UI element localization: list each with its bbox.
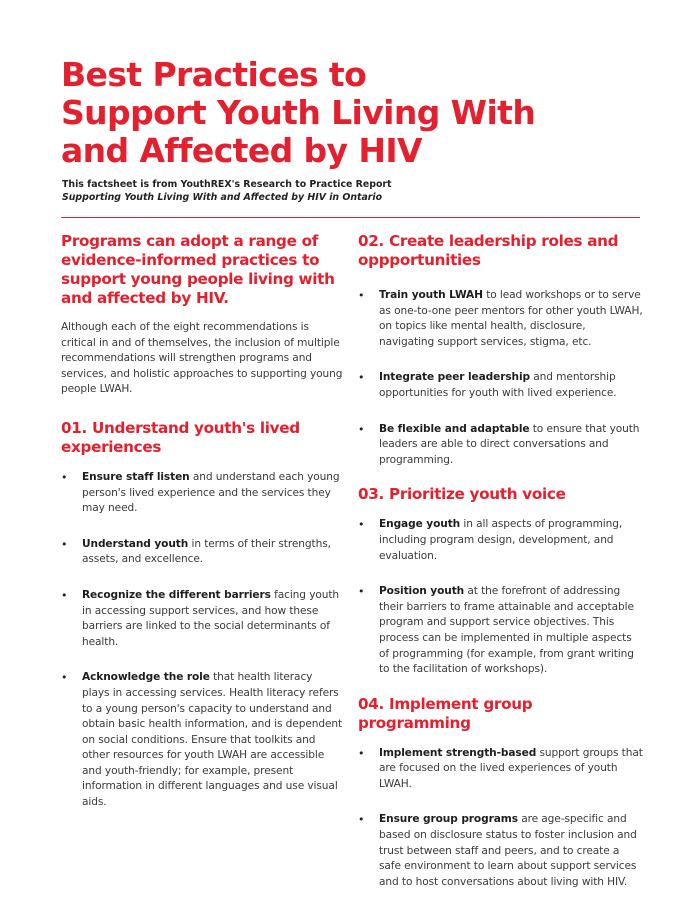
item-text: at the forefront of addressing their barriers to frame attainable and acceptable program and support service objectives. This process can be implemented in multiple aspects of programming (for example, from grant writing to the facilitation of workshops). bbox=[379, 585, 634, 676]
item-text: in terms of their strengths, assets, and excellence. bbox=[82, 537, 331, 566]
item-text: are age-specific and based on disclosure status to foster inclusion and trust between staff and peers, and to create a safe environment to learn about support services and to host conversations about living with HIV. bbox=[379, 813, 637, 888]
lead-heading: Programs can adopt a range of evidence-informed practices to support young people living with and affected by HIV. bbox=[61, 232, 335, 307]
title-line-2: Support Youth Living With bbox=[61, 93, 536, 132]
section-01-list bbox=[61, 470, 343, 811]
item-lead: Acknowledge the role bbox=[82, 671, 210, 684]
lead-paragraph: Although each of the eight recommendations is critical in and of themselves, the inclusion of multiple recommendations will strengthen programs and services, and holistic approaches to supporting young people LWAH. bbox=[61, 321, 343, 396]
list-item bbox=[61, 537, 343, 568]
bullet-icon: • bbox=[358, 585, 365, 599]
source-report-title: Supporting Youth Living With and Affected by HIV in Ontario bbox=[62, 192, 383, 203]
item-text: to ensure that youth leaders are able to direct conversations and programming. bbox=[379, 422, 640, 466]
item-text: and understand each young person's lived experience and the services they may need. bbox=[82, 470, 340, 515]
item-lead: Implement strength-based bbox=[379, 746, 537, 759]
list-item bbox=[358, 422, 643, 469]
source-note-line: This factsheet is from YouthREX's Research to Practice Report bbox=[62, 179, 392, 190]
item-text: and mentorship opportunities for youth with lived experience. bbox=[379, 371, 617, 399]
item-text: support groups that are focused on the lived experiences of youth LWAH. bbox=[379, 746, 643, 790]
source-note bbox=[62, 178, 622, 204]
list-item bbox=[61, 588, 343, 650]
list-item bbox=[61, 670, 343, 810]
item-lead: Ensure staff listen bbox=[82, 470, 190, 483]
item-text: to lead workshops or to serve as one-to-one peer mentors for other youth LWAH, on topics like mental health, disclosure, navigating support services, stigma, etc. bbox=[379, 289, 643, 348]
list-item bbox=[358, 812, 643, 890]
item-text: in all aspects of programming, including program design, development, and evaluation. bbox=[379, 518, 623, 562]
item-lead: Understand youth bbox=[82, 537, 189, 550]
item-text: that health literacy plays in accessing services. Health literacy refers to a young person's capacity to understand and obtain basic health information, and is dependent on social conditions. Ensure that toolkits and other resources for youth LWAH are accessible and youth-friendly; for example, present information in different languages and use visual aids. bbox=[82, 671, 343, 809]
item-lead: Integrate peer leadership bbox=[379, 371, 531, 384]
left-column bbox=[61, 232, 343, 811]
section-02-list bbox=[358, 288, 643, 468]
bullet-icon: • bbox=[358, 518, 365, 532]
item-lead: Recognize the different barriers bbox=[82, 588, 271, 601]
title-line-1: Best Practices to bbox=[61, 55, 367, 94]
section-02-heading: 02. Create leadership roles and oppportunities bbox=[358, 232, 619, 269]
list-item bbox=[358, 746, 643, 793]
list-item bbox=[358, 517, 643, 564]
bullet-icon: • bbox=[61, 537, 68, 551]
section-03-list bbox=[358, 517, 643, 677]
bullet-icon: • bbox=[61, 588, 68, 602]
section-04-list bbox=[358, 746, 643, 891]
item-lead: Ensure group programs bbox=[379, 813, 518, 826]
item-lead: Position youth bbox=[379, 585, 465, 598]
bullet-icon: • bbox=[358, 422, 365, 436]
title-line-3: and Affected by HIV bbox=[61, 131, 422, 170]
divider-rule bbox=[61, 217, 640, 218]
item-lead: Train youth LWAH bbox=[379, 289, 483, 301]
list-item bbox=[358, 288, 643, 350]
list-item bbox=[358, 584, 643, 678]
section-04-heading: 04. Implement group programming bbox=[358, 694, 533, 732]
section-01-heading: 01. Understand youth's lived experiences bbox=[61, 418, 300, 456]
item-lead: Engage youth bbox=[379, 518, 461, 531]
section-03-heading: 03. Prioritize youth voice bbox=[358, 485, 566, 504]
bullet-icon: • bbox=[61, 671, 68, 685]
list-item bbox=[358, 370, 643, 401]
item-lead: Be flexible and adaptable bbox=[379, 422, 530, 435]
bullet-icon: • bbox=[358, 289, 365, 302]
bullet-icon: • bbox=[358, 371, 365, 385]
item-text: facing youth in accessing support services, and how these barriers are linked to the social determinants of health. bbox=[82, 588, 340, 648]
right-column bbox=[358, 232, 643, 890]
page-title bbox=[61, 56, 661, 170]
bullet-icon: • bbox=[61, 470, 68, 484]
bullet-icon: • bbox=[358, 746, 365, 760]
bullet-icon: • bbox=[358, 813, 365, 827]
list-item bbox=[61, 470, 343, 517]
